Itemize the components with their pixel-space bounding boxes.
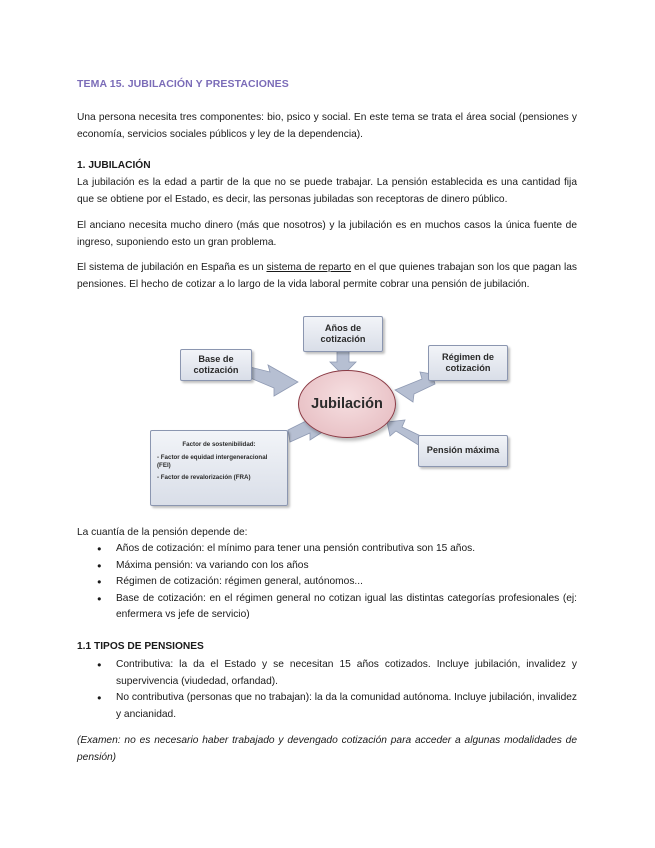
jubilacion-paragraph-1: La jubilación es la edad a partir de la que no se puede trabajar. La pensión establecida es una cantidad fija que se obtiene por el Estado, es decir, las personas jubiladas son receptoras de dinero público. — [77, 177, 577, 205]
cuantia-list — [77, 541, 577, 624]
factor-title: Factor de sostenibilidad: — [182, 441, 256, 448]
box-base-cotizacion: Base de cotización — [180, 349, 252, 381]
list-item: ● Años de cotización: el mínimo para tener una pensión contributiva son 15 años. — [77, 541, 577, 558]
list-item: ● Base de cotización: en el régimen general no cotizan igual las distintas categorías profesionales (ej: enfermera vs jefe de servicio) — [77, 591, 577, 624]
tipos-pensiones-list — [77, 657, 577, 723]
box-regimen-cotizacion: Régimen de cotización — [428, 345, 508, 381]
box-anos-cotizacion: Años de cotización — [303, 316, 383, 352]
paragraph-text: El sistema de jubilación en España es un — [77, 262, 267, 273]
ellipse-jubilacion: Jubilación — [298, 370, 396, 438]
factor-item-fei: - Factor de equidad intergeneracional (FEI) — [157, 454, 268, 469]
box-factor-sostenibilidad — [150, 430, 288, 506]
paragraph-text: en el que quienes trabajan son los que pagan las pensiones. El hecho de cotizar a lo largo de la vida laboral permite cobrar una pensión de jubilación. — [77, 262, 577, 290]
jubilacion-paragraph-3 — [77, 260, 577, 293]
list-item: ● Máxima pensión: va variando con los años — [77, 558, 577, 575]
section-heading-tipos-pensiones: 1.1 TIPOS DE PENSIONES — [77, 641, 204, 652]
intro-paragraph: Una persona necesita tres componentes: bio, psico y social. En este tema se trata el área social (pensiones y economía, servicios sociales públicos y ley de la dependencia). — [77, 112, 577, 140]
sistema-de-reparto-link[interactable]: sistema de reparto — [266, 262, 352, 273]
section-heading-jubilacion: 1. JUBILACIÓN — [77, 160, 151, 171]
list-item: ● Contributiva: la da el Estado y se necesitan 15 años cotizados. Incluye jubilación, invalidez y supervivencia (viudedad, orfandad). — [77, 657, 577, 690]
page-title: TEMA 15. JUBILACIÓN Y PRESTACIONES — [77, 78, 289, 90]
factor-item-fra: - Factor de revalorización (FRA) — [157, 474, 251, 481]
cuantia-intro: La cuantía de la pensión depende de: — [77, 527, 248, 538]
list-item: ● Régimen de cotización: régimen general, autónomos... — [77, 574, 577, 591]
list-item: ● No contributiva (personas que no trabajan): la da la comunidad autónoma. Incluye jubilación, invalidez y ancianidad. — [77, 690, 577, 723]
exam-note: (Examen: no es necesario haber trabajado y devengado cotización para acceder a algunas modalidades de pensión) — [77, 735, 577, 763]
jubilacion-diagram — [150, 312, 515, 512]
jubilacion-paragraph-2: El anciano necesita mucho dinero (más que nosotros) y la jubilación es en muchos casos la única fuente de ingreso, suponiendo esto un gran problema. — [77, 220, 577, 248]
box-pension-maxima: Pensión máxima — [418, 435, 508, 467]
arrow-base — [248, 365, 298, 396]
